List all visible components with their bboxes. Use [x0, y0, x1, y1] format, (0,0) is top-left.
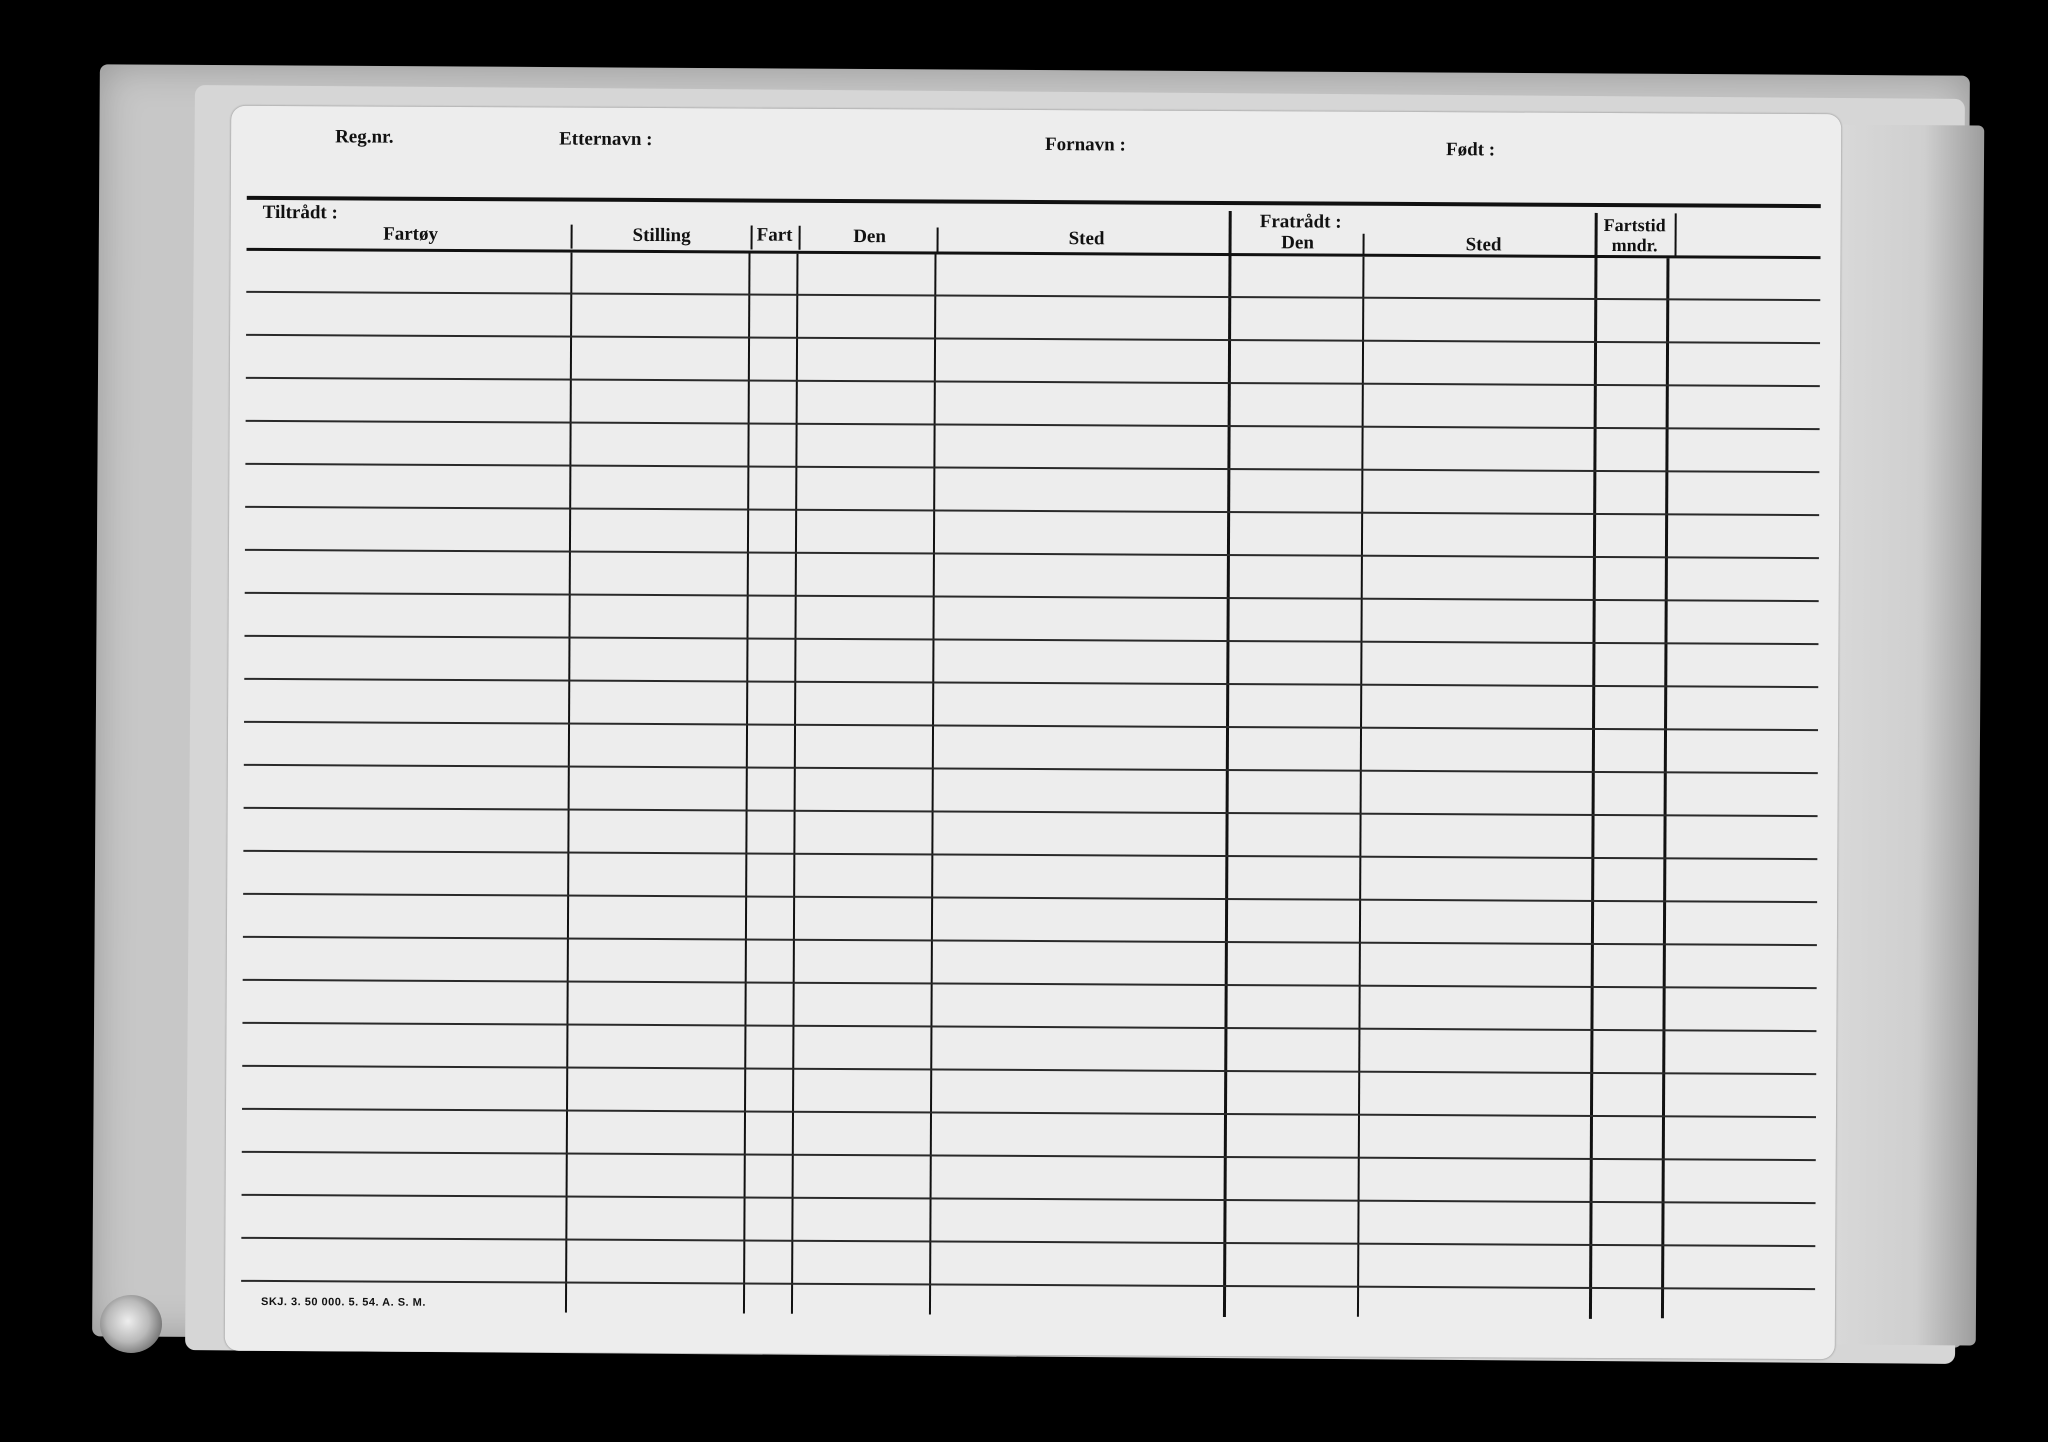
- registration-card: [225, 106, 1841, 1359]
- header-divider: [799, 226, 801, 250]
- table-row: [245, 506, 1819, 516]
- header-divider: [571, 225, 573, 249]
- table-row: [244, 764, 1818, 774]
- table-row: [244, 807, 1818, 817]
- col-sted: Sted: [1068, 228, 1105, 250]
- print-note: SKJ. 3. 50 000. 5. 54. A. S. M.: [260, 1295, 426, 1309]
- fornavn-label: Fornavn :: [1045, 134, 1126, 156]
- reg-nr-label: Reg.nr.: [335, 126, 394, 148]
- header-divider: [1363, 234, 1365, 256]
- table-row: [245, 592, 1819, 602]
- etternavn-label: Etternavn :: [559, 128, 653, 150]
- fartstid-rule-left: [1589, 213, 1598, 1319]
- fratradt-rule: [1223, 211, 1232, 1317]
- table-row: [243, 936, 1817, 946]
- table-row: [245, 463, 1819, 473]
- table-row: [241, 1237, 1815, 1247]
- fratradt-label: Fratrådt :: [1259, 211, 1342, 233]
- col-den: Den: [853, 226, 887, 248]
- col-fart: Fart: [756, 224, 793, 246]
- table-row: [242, 1108, 1816, 1118]
- table-row: [242, 1194, 1816, 1204]
- table-row: [246, 334, 1820, 344]
- table-row: [246, 420, 1820, 430]
- table-row: [242, 1065, 1816, 1075]
- table-row: [244, 678, 1818, 688]
- col-fartoy: Fartøy: [383, 223, 439, 245]
- stacked-card-edge: [1826, 124, 1985, 1345]
- table-row: [244, 635, 1818, 645]
- table-row: [243, 979, 1817, 989]
- header-rule: [247, 196, 1821, 208]
- header-divider: [937, 227, 939, 251]
- col-fartstid: Fartstid: [1603, 214, 1666, 236]
- tiltradt-label: Tiltrådt :: [262, 201, 338, 224]
- table-row: [242, 1022, 1816, 1032]
- col-fratradt-den: Den: [1281, 232, 1314, 254]
- table-row: [246, 377, 1820, 387]
- col-fartstid-unit: mndr.: [1611, 235, 1658, 256]
- table-row: [243, 893, 1817, 903]
- table-row: [243, 850, 1817, 860]
- col-stilling: Stilling: [632, 224, 691, 247]
- table-row: [244, 721, 1818, 731]
- punch-hole: [100, 1295, 162, 1353]
- table-row: [245, 549, 1819, 559]
- fodt-label: Født :: [1446, 139, 1496, 161]
- table-row: [246, 291, 1820, 301]
- table-row: [241, 1280, 1815, 1290]
- table-row: [242, 1151, 1816, 1161]
- header-divider: [1674, 213, 1676, 257]
- header-divider: [751, 226, 753, 250]
- col-fratradt-sted: Sted: [1465, 234, 1502, 256]
